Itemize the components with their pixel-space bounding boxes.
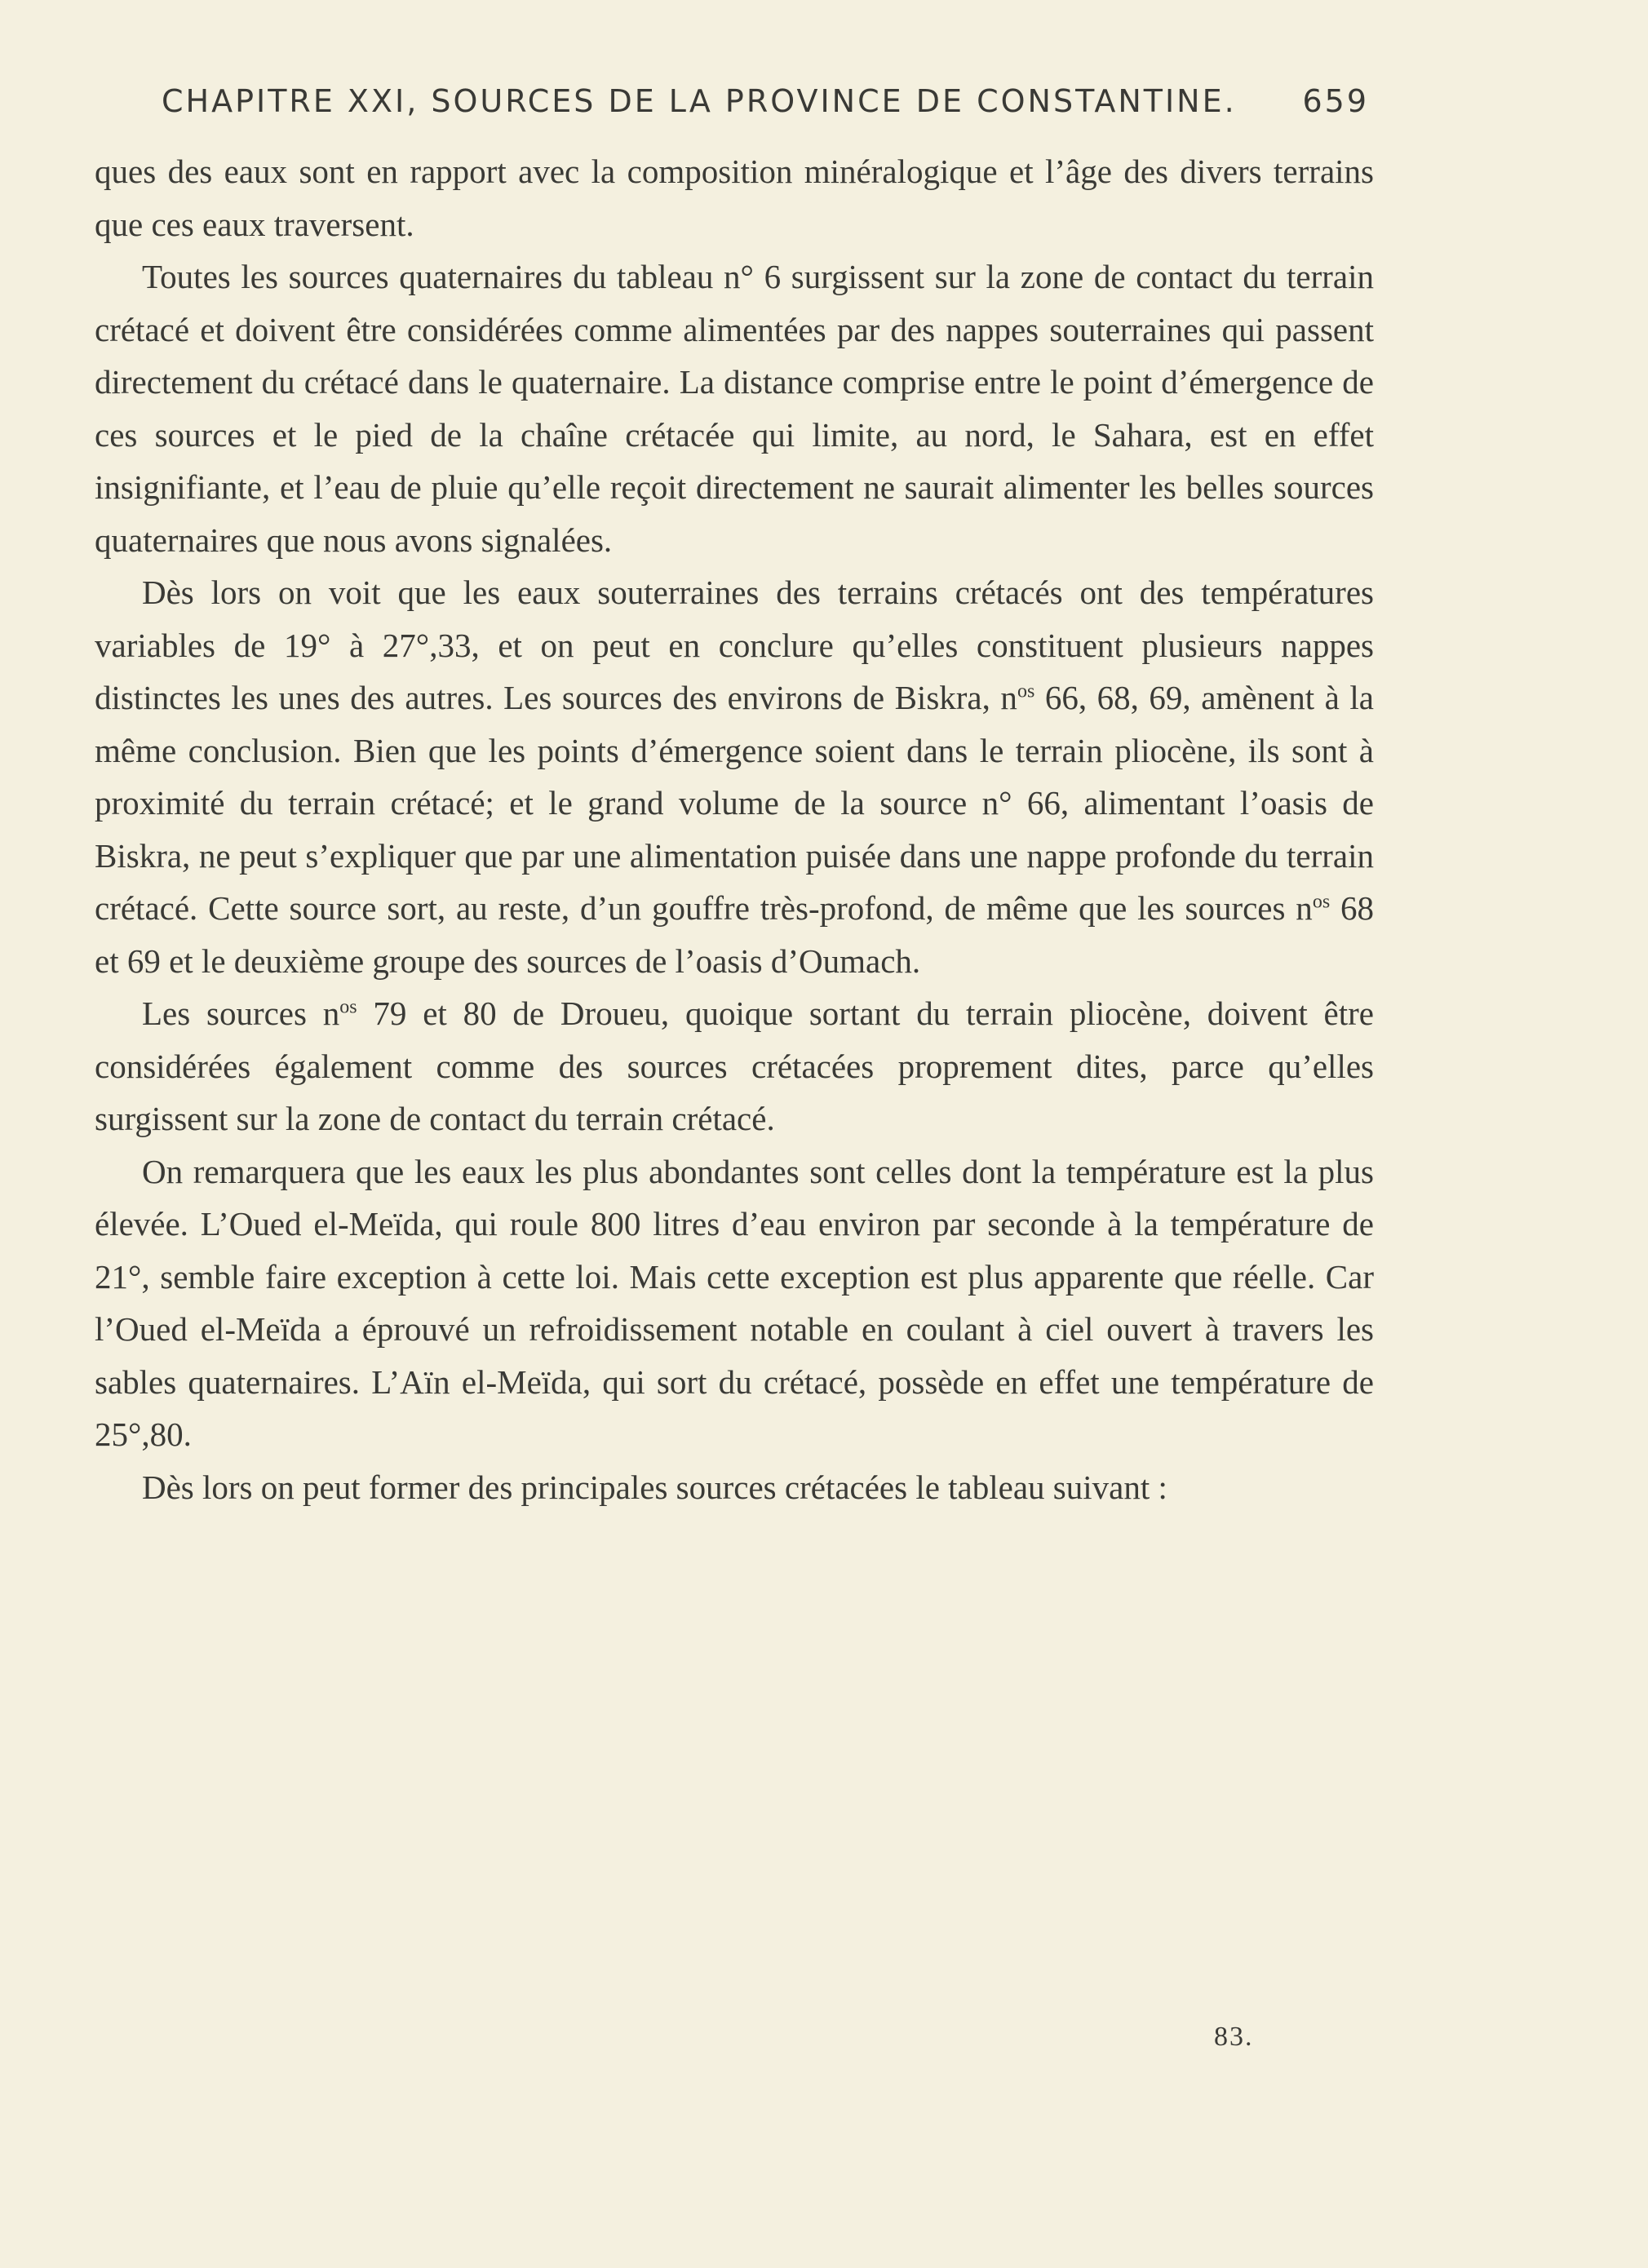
body-text bbox=[95, 145, 1374, 1513]
paragraph-3: Dès lors on voit que les eaux souterraines des terrains crétacés ont des températures variables de 19° à 27°,33, et on peut en conclure qu’elles constituent plusieurs nappes distinctes les unes des autres. Les sources des environs de Biskra, $n^{os}$ 66, 68, 69, amènent à la même conclusion. Bien que les points d’émergence soient dans le terrain pliocène, ils sont à proximité du terrain crétacé; et le grand volume de la source n° 66, alimentant l’oasis de Biskra, ne peut s’expliquer que par une alimentation puisée dans une nappe profonde du terrain crétacé. Cette source sort, au reste, d’un gouffre très-profond, de même que les sources $n^{os}$ 68 et 69 et le deuxième groupe des sources de l’oasis d’Oumach. bbox=[95, 574, 1375, 980]
page-number: 659 bbox=[1302, 83, 1369, 119]
running-head bbox=[162, 83, 1369, 132]
paragraph-1: ques des eaux sont en rapport avec la composition minéralogique et l’âge des divers terrains que ces eaux traversent. bbox=[95, 153, 1374, 243]
paragraph-5: On remarquera que les eaux les plus abondantes sont celles dont la température est la plus élevée. L’Oued el-Meïda, qui roule 800 litres d’eau environ par seconde à la température de 21°, semble faire exception à cette loi. Mais cette exception est plus apparente que réelle. Car l’Oued el-Meïda a éprouvé un refroidissement notable en coulant à ciel ouvert à travers les sables quaternaires. L’Aïn el-Meïda, qui sort du crétacé, possède en effet une température de 25°,80. bbox=[95, 1152, 1374, 1453]
signature-mark: 83. bbox=[1214, 2022, 1254, 2052]
paragraph-4: Les sources $n^{os}$ 79 et 80 de Droueu, quoique sortant du terrain pliocène, doivent être considérées également comme des sources crétacées proprement dites, parce qu’elles surgissent sur la zone de contact du terrain crétacé. bbox=[95, 994, 1374, 1137]
paragraph-2: Toutes les sources quaternaires du tableau n° 6 surgissent sur la zone de contact du terrain crétacé et doivent être considérées comme alimentées par des nappes souterraines qui passent directement du crétacé dans le quaternaire. La distance comprise entre le point d’émergence de ces sources et le pied de la chaîne crétacée qui limite, au nord, le Sahara, est en effet insignifiante, et l’eau de pluie qu’elle reçoit directement ne saurait alimenter les belles sources quaternaires que nous avons signalées. bbox=[95, 258, 1374, 559]
running-title: CHAPITRE XXI, SOURCES DE LA PROVINCE DE CONSTANTINE. bbox=[162, 83, 1237, 119]
paragraph-6: Dès lors on peut former des principales sources crétacées le tableau suivant : bbox=[142, 1468, 1167, 1506]
